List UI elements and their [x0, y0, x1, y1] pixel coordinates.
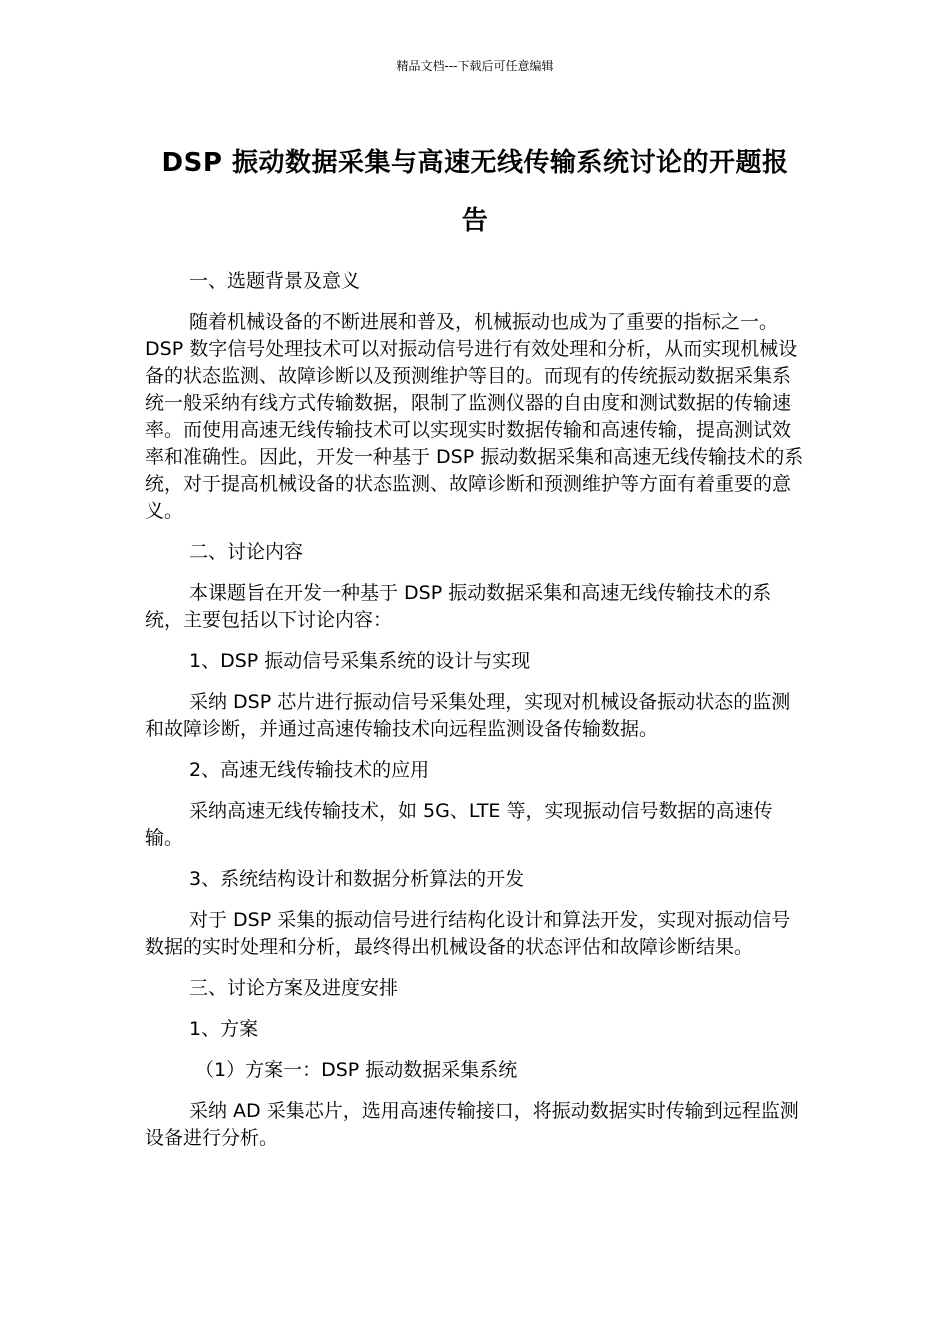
paragraph-item-3: 对于 DSP 采集的振动信号进行结构化设计和算法开发，实现对振动信号数据的实时处理和分析，最终得出机械设备的状态评估和故障诊断结果。 — [145, 909, 791, 958]
paragraph-item-2: 采纳高速无线传输技术，如 5G、LTE 等，实现振动信号数据的高速传输。 — [145, 800, 773, 849]
paragraph-item-1: 采纳 DSP 芯片进行振动信号采集处理，实现对机械设备振动状态的监测和故障诊断，并通过高速传输技术向远程监测设备传输数据。 — [145, 691, 791, 740]
document-body — [145, 268, 805, 1166]
section-heading-1: 一、选题背景及意义 — [189, 270, 361, 292]
section-heading-2: 二、讨论内容 — [189, 541, 304, 563]
plan-1-heading: （1）方案一：DSP 振动数据采集系统 — [195, 1059, 518, 1081]
item-heading-1: 1、DSP 振动信号采集系统的设计与实现 — [189, 650, 531, 672]
paragraph-background: 随着机械设备的不断进展和普及，机械振动也成为了重要的指标之一。DSP 数字信号处理技术可以对振动信号进行有效处理和分析，从而实现机械设备的状态监测、故障诊断以及预测维护等目的。而现有的传统振动数据采集系统一般采纳有线方式传输数据，限制了监测仪器的自由度和测试数据的传输速率。而使用高速无线传输技术可以实现实时数据传输和高速传输，提高测试效率和准确性。因此，开发一种基于 DSP 振动数据采集和高速无线传输技术的系统，对于提高机械设备的状态监测、故障诊断和预测维护等方面有着重要的意义。 — [145, 311, 804, 522]
item-heading-2: 2、高速无线传输技术的应用 — [189, 759, 430, 781]
page-header: 精品文档---下载后可任意编辑 — [396, 59, 554, 73]
subsection-heading-plan: 1、方案 — [189, 1018, 259, 1040]
document-title: DSP 振动数据采集与高速无线传输系统讨论的开题报告 — [161, 148, 789, 236]
item-heading-3: 3、系统结构设计和数据分析算法的开发 — [189, 868, 525, 890]
section-heading-3: 三、讨论方案及进度安排 — [189, 977, 399, 999]
paragraph-research-intro: 本课题旨在开发一种基于 DSP 振动数据采集和高速无线传输技术的系统，主要包括以下讨论内容： — [145, 582, 772, 631]
paragraph-plan-1: 采纳 AD 采集芯片，选用高速传输接口，将振动数据实时传输到远程监测设备进行分析。 — [145, 1100, 799, 1149]
